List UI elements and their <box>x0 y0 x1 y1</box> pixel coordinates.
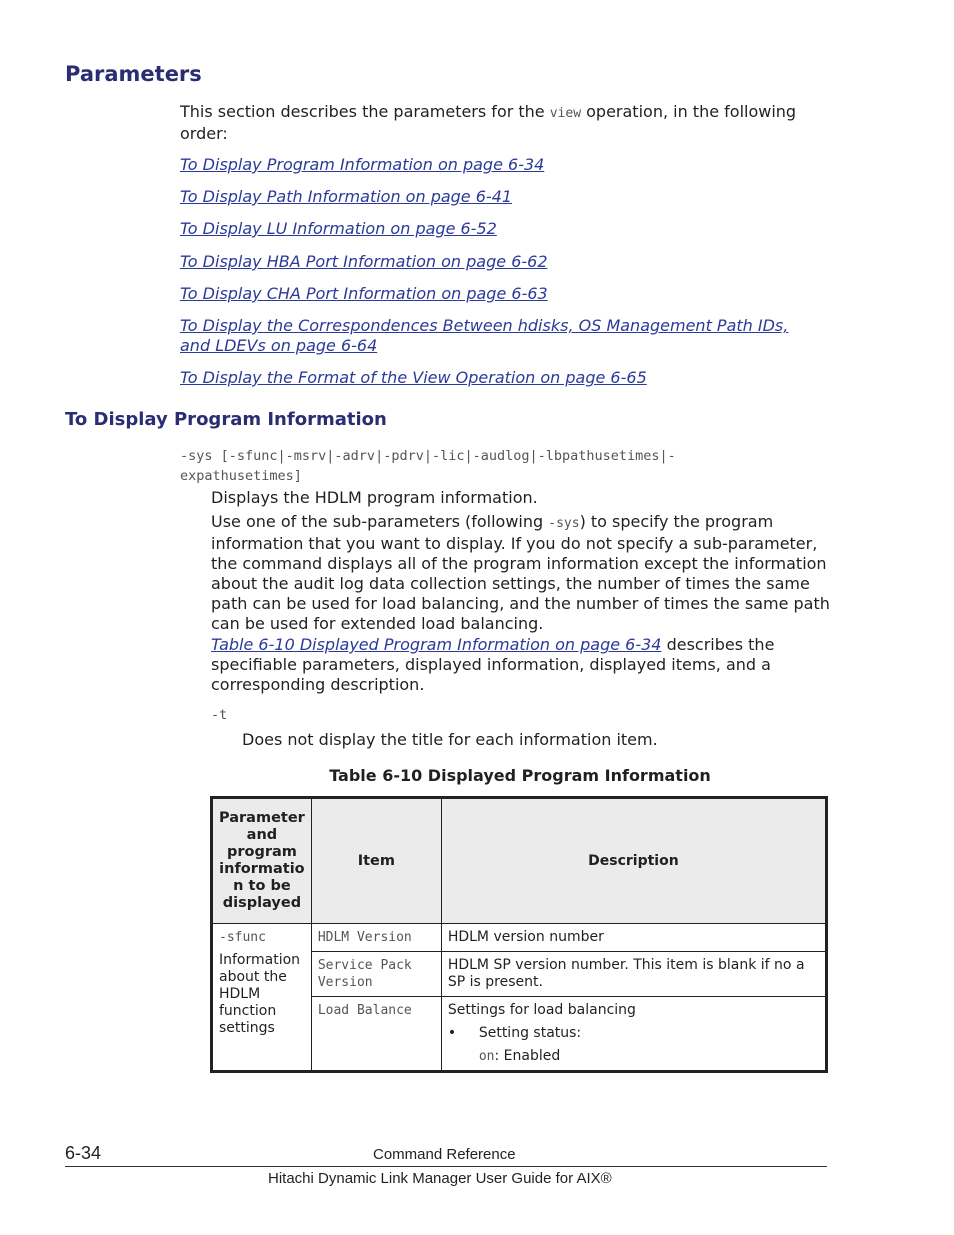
link-lu-info[interactable]: To Display LU Information on page 6-52 <box>180 219 497 238</box>
table-caption: Table 6-10 Displayed Program Information <box>329 766 711 785</box>
para-subparams <box>211 512 831 634</box>
bullet-item <box>448 1025 819 1042</box>
link-cha-port-info[interactable]: To Display CHA Port Information on page 6-63 <box>180 284 548 303</box>
sub-code: on <box>478 1049 495 1064</box>
option-t-desc: Does not display the title for each information item. <box>242 730 658 749</box>
intro-text-end: operation, in the following order: <box>180 102 797 143</box>
desc-cell: HDLM version number <box>441 924 826 952</box>
desc-cell <box>441 997 826 1072</box>
para-subparams-text: Use one of the sub-parameters (following <box>211 512 549 531</box>
item-cell: Load Balance <box>311 997 441 1072</box>
para-subparams-text-end: ) to specify the program information that you want to display. If you do not specify a sub-parameter, the command displays all of the program information except the information about the audit log data collection settings, the number of times the same path can be used for load balancing, and the number of times the same path can be used for extended load balancing. <box>211 512 830 633</box>
header-description: Description <box>441 798 826 924</box>
page-title: Parameters <box>65 62 202 86</box>
footer-section: Command Reference <box>373 1146 516 1163</box>
bullet-text: Setting status: <box>478 1025 582 1041</box>
param-text: Information about the HDLM function settings <box>219 952 301 1036</box>
desc-cell: HDLM SP version number. This item is blank if no a SP is present. <box>441 952 826 997</box>
link-path-info[interactable]: To Display Path Information on page 6-41 <box>180 187 513 206</box>
link-view-format[interactable]: To Display the Format of the View Operation on page 6-65 <box>180 368 647 387</box>
para-subparams-code: -sys <box>548 516 580 531</box>
footer-book-title: Hitachi Dynamic Link Manager User Guide for AIX® <box>268 1170 612 1187</box>
intro-paragraph <box>180 102 830 144</box>
link-hba-port-info[interactable]: To Display HBA Port Information on page 6-62 <box>180 252 548 271</box>
intro-code: view <box>549 106 582 121</box>
header-param: Parameter and program informatio n to be displayed <box>212 798 312 924</box>
header-item: Item <box>311 798 441 924</box>
table-header-row <box>212 798 827 924</box>
para-table-ref-text: describes the specifiable parameters, displayed information, displayed items, and a corresponding description. <box>211 635 775 694</box>
footer-rule <box>65 1166 827 1167</box>
link-program-info[interactable]: To Display Program Information on page 6-34 <box>180 155 545 174</box>
section-heading: To Display Program Information <box>65 409 387 430</box>
syntax-line-2: expathusetimes] <box>180 468 302 484</box>
page-number: 6-34 <box>65 1143 102 1163</box>
para-displays: Displays the HDLM program information. <box>211 488 538 507</box>
syntax-block <box>180 446 676 486</box>
sub-item <box>448 1048 819 1065</box>
bullet-icon: • <box>447 1025 457 1041</box>
load-balance-desc: Settings for load balancing <box>447 1002 636 1018</box>
option-t: -t <box>211 707 228 723</box>
param-cell <box>212 924 312 1072</box>
table-row <box>212 924 827 952</box>
link-correspondences[interactable]: To Display the Correspondences Between hdisks, OS Management Path IDs, and LDEVs on page 6-64 <box>180 316 789 355</box>
intro-text: This section describes the parameters for the <box>180 102 550 121</box>
para-table-ref <box>211 635 831 695</box>
param-code: -sfunc <box>219 930 266 945</box>
item-cell: HDLM Version <box>311 924 441 952</box>
link-table-6-10[interactable]: Table 6-10 Displayed Program Information on page 6-34 <box>211 635 662 654</box>
program-info-table <box>210 796 828 1073</box>
syntax-line-1: -sys [-sfunc|-msrv|-adrv|-pdrv|-lic|-audlog|-lbpathusetimes|- <box>180 448 676 464</box>
item-cell: Service Pack Version <box>311 952 441 997</box>
sub-text: : Enabled <box>494 1048 561 1064</box>
